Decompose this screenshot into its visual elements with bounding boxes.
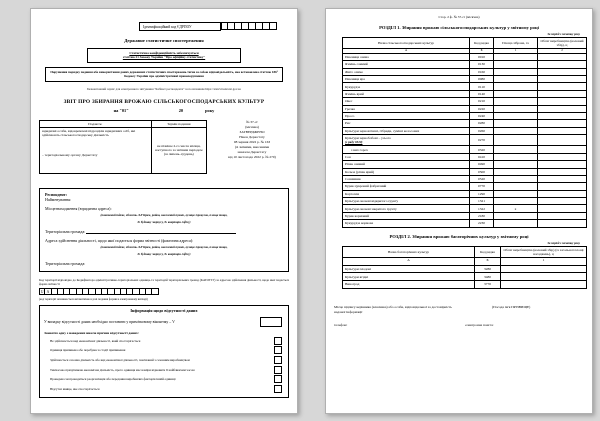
no-data-reasons-list (44, 337, 284, 393)
crop-volume-cell[interactable] (538, 175, 587, 182)
actual-address-label: Адреса здійснення діяльності, щодо якої подається форма звітності (фактична адреса): (45, 238, 194, 244)
approval-amended-3: від 10 листопада 2022 р. № 270) (228, 154, 276, 159)
crop-name-cell: Пшениця яра (343, 76, 470, 83)
subtitle-suffix: року (205, 107, 215, 113)
community-label-1: Територіальна громада: (45, 228, 86, 234)
submit-who-text: юридичні особи, відокремлені підрозділи юридичних осіб, які здійснюють сільськогосподарську діяльність (42, 129, 136, 137)
crop-name-cell: Кукурудза кормова (343, 220, 470, 227)
crop-area-cell[interactable] (494, 61, 538, 68)
crop-area-cell[interactable] (494, 98, 538, 105)
crop-volume-cell[interactable] (538, 205, 587, 212)
crop-code-cell: 0520 (470, 175, 494, 182)
perennial-name-cell: Виноград (343, 281, 475, 289)
s1-letter-2: 2 (538, 49, 587, 54)
section1-title: РОЗДІЛ 1. Збирання врожаю сільськогосподарських культур у звітному році (379, 25, 539, 30)
crop-row (343, 190, 587, 197)
page-1 (30, 8, 298, 414)
confidentiality-box (87, 48, 241, 63)
form-title: ЗВІТ ПРО ЗБИРАННЯ ВРОЖАЮ СІЛЬСЬКОГОСПОДАРСЬКИХ КУЛЬТУР (63, 98, 265, 105)
confidentiality-line1: Статистична конфіденційність забезпечується (129, 51, 199, 55)
crop-code-cell: 0080 (470, 76, 494, 83)
submit-col1-header: Подають: (40, 120, 152, 127)
no-data-instruction: У випадку відсутності даних необхідно поставити у примітковому віконечку – V (44, 319, 175, 324)
crop-area-cell[interactable] (494, 112, 538, 119)
crop-code-cell: 2230 (470, 220, 494, 227)
crop-code-cell: 0270 (470, 135, 494, 146)
crop-code-cell: 0210 (470, 98, 494, 105)
crop-volume-cell[interactable] (538, 76, 587, 83)
subtitle-prefix: на "01" (113, 107, 129, 113)
crop-area-cell[interactable] (494, 168, 538, 175)
edrpou-label: Ідентифікаційний код ЄДРПОУ (139, 22, 221, 31)
edrpou-cell[interactable] (242, 22, 249, 30)
s2-header-volume: Обсяг виробництва (валовий збір) (із загальної площі насаджень), ц (501, 246, 587, 257)
crop-area-cell[interactable] (494, 90, 538, 97)
contacts-row (334, 323, 584, 327)
approval-amended-2: наказом Держстату (237, 149, 267, 154)
crop-area-cell[interactable] (494, 120, 538, 127)
s1-header-code: Код рядка (470, 38, 494, 49)
crop-volume-cell[interactable] (538, 190, 587, 197)
crop-name-cell: Культури зернобобові – усього (з ряду 0320) (343, 135, 470, 146)
crop-code-cell: 0110 (470, 83, 494, 90)
crop-name-cell: Культури зернові інші, гібриди, суміші колосових (343, 127, 470, 134)
crop-area-cell[interactable] (494, 76, 538, 83)
reason-checkbox[interactable] (274, 346, 282, 354)
address-hint-4: № будинку /корпусу, № квартири /офісу) (137, 252, 191, 257)
crop-volume-cell[interactable] (538, 183, 587, 190)
edrpou-cell[interactable] (249, 22, 256, 30)
respondent-name-label: Найменування: (45, 196, 72, 202)
crop-area-cell[interactable] (494, 153, 538, 160)
crop-code-cell: 0320 (470, 146, 494, 153)
edrpou-block (39, 22, 277, 31)
crop-row (343, 146, 587, 153)
crop-name-cell: Ячмінь озимий (343, 61, 470, 68)
section1-table (342, 37, 587, 228)
no-data-reason-item (44, 346, 284, 354)
no-data-select-reason: Зазначте одну з наведених нижче причин відсутності даних: (44, 330, 139, 335)
approval-amended-1: (зі змінами, внесеними (234, 144, 270, 149)
perennial-row (343, 273, 587, 281)
signature-row (334, 305, 584, 314)
crop-area-cell[interactable] (494, 220, 538, 227)
reason-text: Тимчасово призупинена економічна діяльність, проте одиниця має наміри відновити її найближчим часом (50, 367, 195, 372)
legal-address-label: Місцезнаходження (юридична адреса): (45, 205, 112, 211)
approved-label: ЗАТВЕРДЖЕНО (239, 129, 265, 134)
no-data-reason-item (44, 356, 284, 364)
reason-checkbox[interactable] (274, 356, 282, 364)
perennial-volume-cell[interactable] (501, 281, 587, 289)
crop-name-cell: Ячмінь ярий (343, 90, 470, 97)
crop-code-cell: 1321 (470, 198, 494, 205)
crop-row (343, 112, 587, 119)
crop-name-cell: Овес (343, 98, 470, 105)
crop-volume-cell[interactable] (538, 90, 587, 97)
section2-table (342, 246, 587, 289)
crop-code-cell: 0220 (470, 105, 494, 112)
crop-row (343, 127, 587, 134)
crop-name-cell: Ріпак озимий (343, 161, 470, 168)
submit-term-cell: не пізніше 2-го числа місяця, наступного за звітним періодом (за липень–грудень) (151, 127, 206, 173)
crop-code-cell: 0770 (470, 183, 494, 190)
crop-name-cell: Пшениця озима (343, 53, 470, 60)
crop-code-cell: 0410 (470, 153, 494, 160)
no-data-reason-item (44, 375, 284, 383)
crop-name-cell: Буряк цукровий фабричний (343, 183, 470, 190)
year-blank[interactable] (185, 108, 203, 113)
crop-name-cell: Кукурудза (343, 83, 470, 90)
crop-name-cell: Буряк кормовий (343, 212, 470, 219)
crop-area-cell[interactable] (494, 135, 538, 146)
respondent-label: Респондент: (45, 191, 67, 197)
crop-row (343, 98, 587, 105)
submission-table (39, 120, 207, 174)
crop-name-cell: Рис (343, 120, 470, 127)
crop-code-cell: 0280 (470, 120, 494, 127)
crop-row (343, 153, 587, 160)
approval-block (207, 120, 289, 174)
crop-volume-cell[interactable] (538, 120, 587, 127)
address-hint-1: (поштовий індекс, область /АР Крим, район, населений пункт, вулиця /провулок, площа тощо, (100, 213, 228, 218)
s2-header-code: Код рядка (475, 246, 501, 257)
katottg-prefix-cell[interactable]: U (40, 290, 44, 295)
s2-letter-1: 1 (501, 257, 587, 265)
reason-text: Здійснюється сезонна діяльність або вид економічної діяльності, пов'язаний з сезонним виробництвом (50, 357, 190, 362)
s1-header-name: Назва сільськогосподарських культур (343, 38, 470, 49)
crop-row (343, 61, 587, 68)
perennial-row (343, 281, 587, 289)
crop-area-cell[interactable] (494, 183, 538, 190)
crop-area-cell[interactable] (494, 83, 538, 90)
position-name-text: (Посада ім'я ПРІЗВИЩЕ) (492, 304, 531, 309)
edrpou-cell[interactable] (263, 22, 270, 30)
section1-table-body (343, 53, 587, 227)
crop-name-cell: Гречка (343, 105, 470, 112)
crop-code-cell: 0260 (470, 127, 494, 134)
submission-block (39, 120, 289, 174)
crop-code-cell: 1322 (470, 205, 494, 212)
crop-area-cell[interactable] (494, 161, 538, 168)
submit-who-cell (40, 127, 152, 173)
crop-area-cell[interactable] (494, 198, 538, 205)
crop-name-cell: Картопля (343, 190, 470, 197)
crop-row (343, 198, 587, 205)
crop-area-cell[interactable] (494, 68, 538, 75)
crop-row (343, 183, 587, 190)
crop-area-cell[interactable] (494, 127, 538, 134)
crop-name-cell: Культури овочеві закритого ґрунту (343, 205, 470, 212)
crop-volume-cell[interactable] (538, 98, 587, 105)
katottg-description: Код території відповідно до Кодифікатора адміністративно-територіальних одиниць та територій територіальних громад (КАТОТТГ) за адресою здійснення діяльності, щодо якої подається форма звітності (39, 278, 289, 287)
form-periodicity: (місячна) (245, 124, 259, 129)
crop-area-cell[interactable] (494, 146, 538, 153)
crop-name-cell: Культури овочеві відкритого ґрунту (343, 198, 470, 205)
edrpou-cell[interactable] (221, 22, 228, 30)
approval-order-date: 08 червня 2022 р. № 163 (233, 139, 271, 144)
signature-text: Місце підпису керівника (власника) або особи, відповідальної за достовірність наданої інформації (334, 304, 452, 314)
crop-volume-cell[interactable] (538, 105, 587, 112)
crop-row (343, 175, 587, 182)
crop-area-cell[interactable] (494, 105, 538, 112)
s2-letter-b: Б (475, 257, 501, 265)
email-label: електронна пошта: (465, 323, 494, 328)
crop-volume-cell[interactable] (538, 135, 587, 146)
katottg-cells (39, 288, 289, 295)
crop-code-cell: 0010 (470, 53, 494, 60)
crop-code-cell: 0130 (470, 61, 494, 68)
crop-area-cell[interactable] (494, 212, 538, 219)
crop-area-cell[interactable] (494, 190, 538, 197)
crop-row (343, 68, 587, 75)
month-blank[interactable] (131, 108, 177, 113)
reason-checkbox[interactable] (274, 375, 282, 383)
state-observation-heading: Державне статистичне спостереження (124, 38, 204, 43)
s2-header-name: Назва багаторічних культур (343, 246, 475, 257)
crop-code-cell: 0140 (470, 90, 494, 97)
crop-volume-cell[interactable] (538, 83, 587, 90)
perennial-code-cell: 3280 (475, 265, 501, 273)
no-data-title: Інформація щодо відсутності даних (130, 307, 198, 313)
s1-header-volume: Обсяг виробництва (валовий збір), ц (538, 38, 587, 49)
crop-volume-cell[interactable] (538, 61, 587, 68)
crop-name-cell: Соняшник (343, 175, 470, 182)
no-data-box (39, 305, 289, 398)
community-input-line[interactable] (86, 229, 236, 234)
perennial-code-cell: 3480 (475, 273, 501, 281)
perennial-volume-cell[interactable] (501, 273, 587, 281)
community-label-2: Територіальна громада: (45, 261, 86, 266)
s1-letter-1: 1 (494, 49, 538, 54)
crop-volume-cell[interactable] (538, 220, 587, 227)
crop-area-cell[interactable] (494, 53, 538, 60)
no-data-instruction-row (44, 317, 284, 327)
crop-volume-cell[interactable] (538, 153, 587, 160)
form-subtitle (39, 108, 289, 113)
reason-text: Проведена чи проводиться реорганізація або передання виробничих факторів іншій одиниці (50, 377, 176, 382)
crop-volume-cell[interactable] (538, 198, 587, 205)
crop-volume-cell[interactable] (538, 146, 587, 153)
crop-row (343, 161, 587, 168)
approval-order: Наказ Держстату (239, 134, 265, 139)
crop-volume-cell[interactable] (538, 112, 587, 119)
edrpou-cell[interactable] (228, 22, 235, 30)
crop-row (343, 205, 587, 212)
section2-table-body (343, 265, 587, 288)
crop-name-cell: Просо (343, 112, 470, 119)
crop-row (343, 90, 587, 97)
section2-title: РОЗДІЛ 2. Збирання врожаю багаторічних культур у звітному році (389, 233, 529, 239)
violation-box: Порушення порядку подання або використання даних державних статистичних спостережень тягне за собою відповідальність, яка встановлена статтею 186³ Кодексу України про адміністративні правопорушення (45, 67, 283, 82)
crop-name-cell: Соя (343, 153, 470, 160)
crop-area-cell[interactable] (494, 175, 538, 182)
submit-to-whom: – територіальному органу Держстату (42, 153, 98, 157)
crop-row (343, 105, 587, 112)
respondent-box (39, 188, 289, 273)
reason-checkbox[interactable] (274, 385, 282, 393)
s1-letter-b: Б (470, 49, 494, 54)
crop-row (343, 76, 587, 83)
form-number: № 37-сг (246, 119, 258, 124)
section1-note: За період з початку року (547, 32, 580, 36)
crop-row (343, 168, 587, 175)
crop-area-cell[interactable]: х (494, 205, 538, 212)
crop-volume-cell[interactable] (538, 161, 587, 168)
crop-name-cell: з них горох (343, 146, 470, 153)
crop-row (343, 220, 587, 227)
reason-text: Відсутнє явище, яке спостерігається (50, 386, 100, 391)
no-data-reason-item (44, 337, 284, 345)
no-data-reason-item (44, 366, 284, 374)
edrpou-cell[interactable] (256, 22, 263, 30)
s1-letter-a: А (343, 49, 470, 54)
s1-header-area: Площа зібрана, га (494, 38, 538, 49)
katottg-prefix-cell[interactable]: A (45, 288, 51, 295)
perennial-name-cell: Культури ягідні (343, 273, 475, 281)
community-row-1 (45, 229, 283, 234)
confidentiality-line2: статтею 21 Закону України "Про офіційну статистику" (122, 55, 206, 60)
crop-row (343, 120, 587, 127)
section2-note: За період з початку року (547, 240, 580, 245)
crop-code-cell: 2180 (470, 212, 494, 219)
no-data-v-checkbox[interactable] (260, 317, 282, 327)
crop-volume-cell[interactable] (538, 212, 587, 219)
crop-volume-cell[interactable] (538, 53, 587, 60)
crop-row (343, 212, 587, 219)
edrpou-cell[interactable] (270, 22, 277, 30)
crop-code-cell: 0490 (470, 161, 494, 168)
katottg-cell[interactable] (152, 288, 158, 295)
crop-volume-cell[interactable] (538, 127, 587, 134)
crop-volume-cell[interactable] (538, 68, 587, 75)
s2-letter-a: А (343, 257, 475, 265)
submit-col2-header: Термін подання (151, 120, 206, 127)
reason-text: Одиниця припинена або перебуває в стадії припинення (50, 348, 126, 353)
crop-row (343, 83, 587, 90)
perennial-volume-cell[interactable] (501, 265, 587, 273)
phone-label: телефон: (334, 323, 348, 328)
perennial-row (343, 265, 587, 273)
crop-volume-cell[interactable] (538, 168, 587, 175)
crop-code-cell: 0500 (470, 168, 494, 175)
page2-header: Стор. 2 ф. № 37-сг (місячна) (438, 15, 480, 19)
crop-row (343, 135, 587, 146)
perennial-code-cell: 3770 (475, 281, 501, 289)
cabinet-link-text: Безкоштовний сервіс для електронного звітування "Кабінет респондента" за посиланням https://statzvit.ukrstat.gov.ua (87, 86, 241, 91)
crop-code-cell: 0160 (470, 68, 494, 75)
crop-name-cell: Жито озиме (343, 68, 470, 75)
reason-checkbox[interactable] (274, 366, 282, 374)
address-hint-3: (поштовий індекс, область /АР Крим, район, населений пункт, вулиця /провулок, площа тощо, (100, 245, 228, 250)
address-hint-2: № будинку /корпусу, № квартири /офісу) (137, 219, 191, 224)
perennial-name-cell: Культури плодові (343, 265, 475, 273)
katottg-note: (код території заповнюється автоматично в разі подання форми в електронному вигляді) (39, 296, 148, 301)
reason-checkbox[interactable] (274, 337, 282, 345)
no-data-reason-item (44, 385, 284, 393)
crop-code-cell: 1290 (470, 190, 494, 197)
reason-text: Не здійснюється вид економічної діяльності, який спостерігається (50, 338, 141, 343)
subtitle-year: 20 (178, 107, 184, 113)
page-2 (325, 8, 593, 414)
crop-row-note: (з ряду 0320) (345, 140, 363, 145)
crop-row (343, 53, 587, 60)
edrpou-cells (221, 22, 277, 31)
crop-code-cell: 0240 (470, 112, 494, 119)
crop-name-cell: Кольза (ріпак ярий) (343, 168, 470, 175)
edrpou-cell[interactable] (235, 22, 242, 30)
